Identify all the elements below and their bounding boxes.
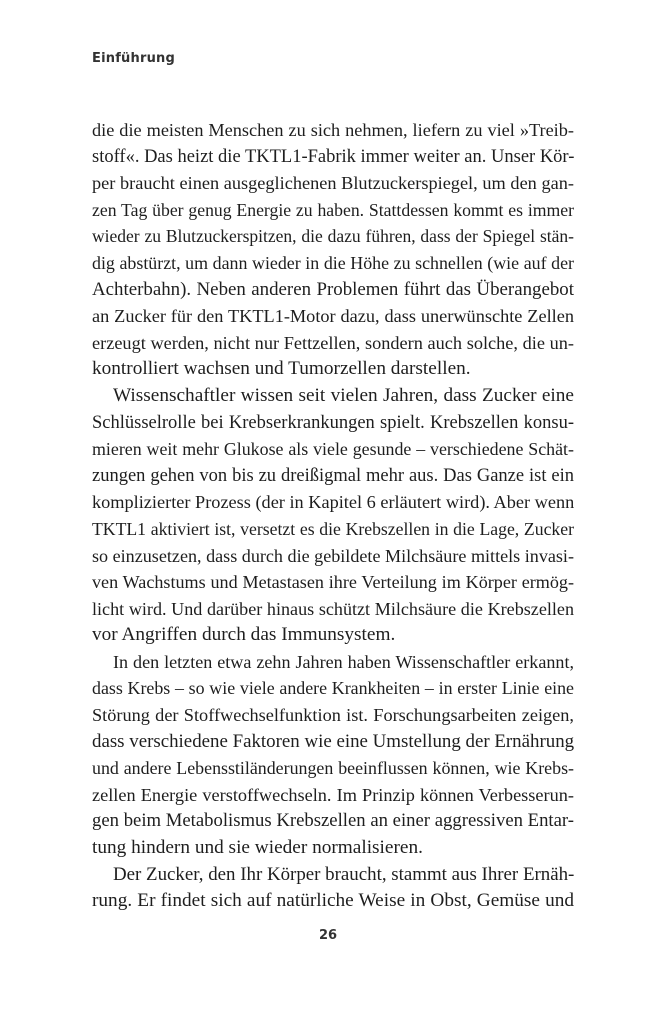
text-line: vor Angriffen durch das Immunsystem. bbox=[92, 624, 396, 646]
text-line: In den letzten etwa zehn Jahren haben Wissenschaftler erkannt, bbox=[113, 651, 574, 672]
text-line: per braucht einen ausgeglichenen Blutzuckerspiegel, um den gan- bbox=[92, 173, 574, 194]
text-line: die die meisten Menschen zu sich nehmen, liefern zu viel »Treib- bbox=[92, 120, 574, 140]
text-line: zellen Energie verstoffwechseln. Im Prinzip können Verbesserun- bbox=[92, 784, 574, 805]
text-line: kontrolliert wachsen und Tumorzellen darstellen. bbox=[92, 358, 471, 380]
text-line: Schlüsselrolle bei Krebserkrankungen spielt. Krebszellen konsu- bbox=[92, 412, 574, 433]
text-line: TKTL1 aktiviert ist, versetzt es die Krebszellen in die Lage, Zucker bbox=[92, 518, 574, 539]
paragraph bbox=[92, 117, 574, 383]
text-line: rung. Er findet sich auf natürliche Weise in Obst, Gemüse und bbox=[92, 890, 574, 912]
paragraph bbox=[92, 383, 574, 649]
text-line: mieren weit mehr Glukose als viele gesunde – verschiedene Schät- bbox=[92, 439, 574, 460]
text-line: zen Tag über genug Energie zu haben. Stattdessen kommt es immer bbox=[92, 199, 574, 220]
paragraph bbox=[92, 649, 574, 862]
text-line: komplizierter Prozess (der in Kapitel 6 erläutert wird). Aber wenn bbox=[92, 492, 575, 513]
text-line: dig abstürzt, um dann wieder in die Höhe zu schnellen (wie auf der bbox=[92, 252, 574, 273]
text-line: Störung der Stoffwechselfunktion ist. Forschungsarbeiten zeigen, bbox=[92, 705, 574, 726]
text-line: dass verschiedene Faktoren wie eine Umstellung der Ernährung bbox=[92, 730, 575, 752]
body-text bbox=[92, 117, 574, 915]
paragraph bbox=[92, 862, 574, 915]
running-head: Einführung bbox=[92, 51, 175, 66]
text-line: an Zucker für den TKTL1-Motor dazu, dass unerwünschte Zellen bbox=[92, 306, 574, 327]
text-line: stoff«. Das heizt die TKTL1-Fabrik immer weiter an. Unser Kör- bbox=[92, 146, 575, 167]
text-line: dass Krebs – so wie viele andere Krankheiten – in erster Linie eine bbox=[92, 678, 574, 699]
text-line: wieder zu Blutzuckerspitzen, die dazu führen, dass der Spiegel stän- bbox=[92, 226, 574, 247]
text-line: gen beim Metabolismus Krebszellen an einer aggressiven Entar- bbox=[92, 810, 574, 832]
text-line: zungen gehen von bis zu dreißigmal mehr aus. Das Ganze ist ein bbox=[92, 465, 574, 486]
text-line: und andere Lebensstiländerungen beeinflussen können, wie Krebs- bbox=[92, 758, 574, 779]
text-line: licht wird. Und darüber hinaus schützt Milchsäure die Krebszellen bbox=[92, 598, 574, 619]
text-line: ven Wachstums und Metastasen ihre Verteilung im Körper ermög- bbox=[92, 572, 574, 593]
text-line: tung hindern und sie wieder normalisieren. bbox=[92, 837, 423, 859]
page-number: 26 bbox=[318, 928, 338, 943]
text-line: Wissenschaftler wissen seit vielen Jahren, dass Zucker eine bbox=[113, 384, 574, 406]
text-line: so einzusetzen, dass durch die gebildete Milchsäure mittels invasi- bbox=[92, 545, 574, 566]
text-line: erzeugt werden, nicht nur Fettzellen, sondern auch solche, die un- bbox=[92, 332, 574, 353]
text-line: Der Zucker, den Ihr Körper braucht, stammt aus Ihrer Ernäh- bbox=[113, 863, 575, 885]
text-line: Achterbahn). Neben anderen Problemen führt das Überangebot bbox=[92, 278, 574, 300]
